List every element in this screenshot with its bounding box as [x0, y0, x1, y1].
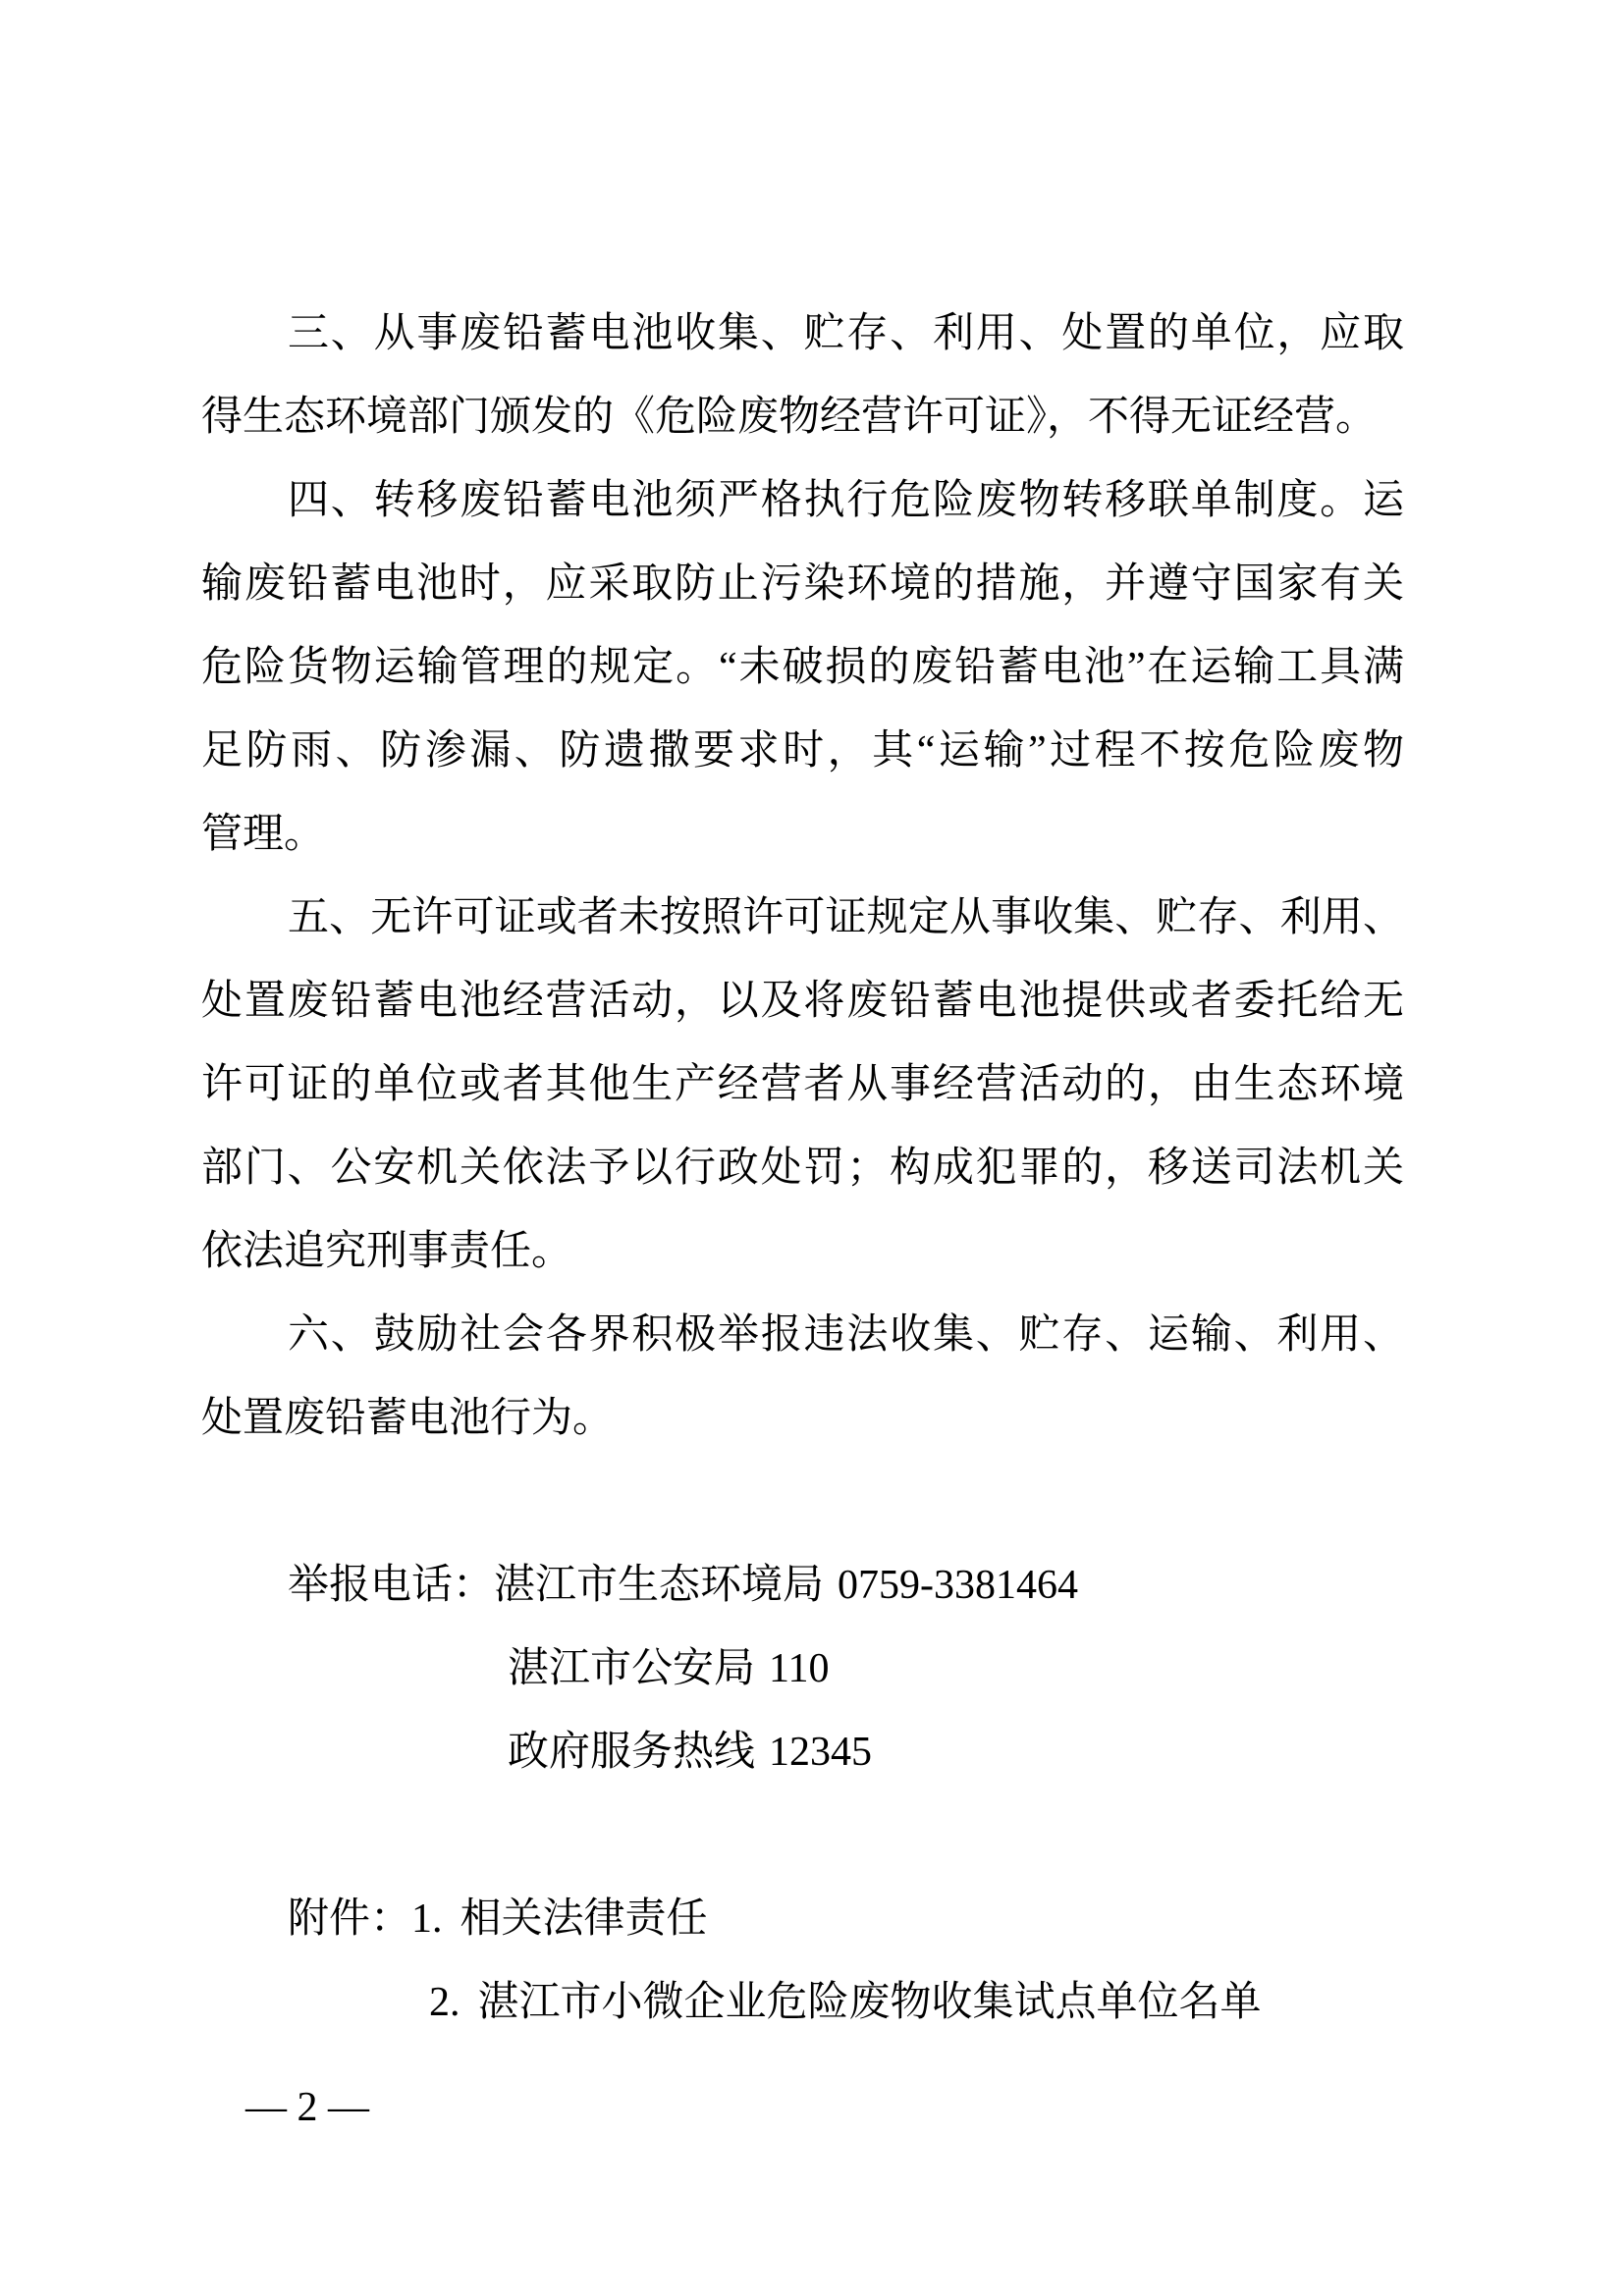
paragraph-item-4: [201, 459, 1404, 877]
contact-org: 政府服务热线: [508, 1730, 756, 1775]
attachment-title: 湛江市小微企业危险废物收集试点单位名单: [477, 1980, 1262, 2025]
body-line: 依法追究刑事责任。: [201, 1229, 573, 1274]
attachments-label: 附件：: [288, 1896, 412, 1942]
phone-number: 12345: [769, 1730, 873, 1775]
report-hotlines: [201, 1544, 1404, 1794]
body-line: 足防雨、防渗漏、防遗撒要求时，其“运输”过程不按危险废物: [201, 728, 1404, 774]
paragraph-item-3: [201, 293, 1404, 459]
body-line: 部门、公安机关依法予以行政处罚；构成犯罪的，移送司法机关: [201, 1146, 1404, 1191]
body-line: 四、转移废铅蓄电池须严格执行危险废物转移联单制度。运: [288, 478, 1404, 523]
attachment-number: 1.: [411, 1896, 443, 1942]
body-line: 五、无许可证或者未按照许可证规定从事收集、贮存、利用、: [288, 895, 1404, 940]
contact-label: 举报电话：: [288, 1563, 495, 1608]
page-number: — 2 —: [245, 2085, 369, 2130]
phone-number: 0759-3381464: [838, 1563, 1079, 1608]
body-line: 三、从事废铅蓄电池收集、贮存、利用、处置的单位，应取: [288, 311, 1404, 356]
contact-line: [201, 1711, 1404, 1794]
paragraph-item-5: [201, 877, 1404, 1294]
contact-org: 湛江市生态环境局: [494, 1563, 825, 1608]
body-line: 处置废铅蓄电池经营活动，以及将废铅蓄电池提供或者委托给无: [201, 979, 1404, 1024]
body-line: 输废铅蓄电池时，应采取防止污染环境的措施，并遵守国家有关: [201, 561, 1404, 607]
body-line: 处置废铅蓄电池行为。: [201, 1396, 615, 1441]
body-line: 许可证的单位或者其他生产经营者从事经营活动的，由生态环境: [201, 1062, 1404, 1107]
attachment-line: [201, 1961, 1404, 2045]
body-line: 危险货物运输管理的规定。“未破损的废铅蓄电池”在运输工具满: [201, 645, 1404, 690]
attachment-number: 2.: [429, 1980, 460, 2025]
contact-line: [201, 1628, 1404, 1711]
attachment-line: [201, 1878, 1404, 1961]
attachments-list: [201, 1878, 1404, 2045]
contact-org: 湛江市公安局: [508, 1646, 756, 1691]
contact-line: [201, 1544, 1404, 1628]
attachment-title: 相关法律责任: [460, 1896, 708, 1942]
body-line: 六、鼓励社会各界积极举报违法收集、贮存、运输、利用、: [288, 1312, 1404, 1358]
paragraph-item-6: [201, 1294, 1404, 1461]
body-line: 管理。: [201, 812, 326, 857]
body-line: 得生态环境部门颁发的《危险废物经营许可证》，不得无证经营。: [201, 395, 1378, 440]
phone-number: 110: [769, 1646, 830, 1691]
